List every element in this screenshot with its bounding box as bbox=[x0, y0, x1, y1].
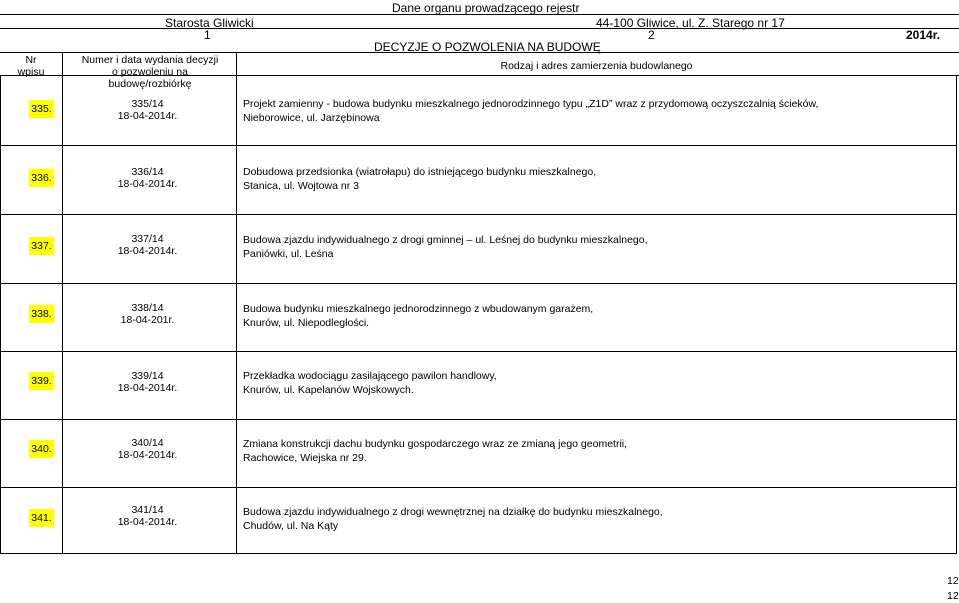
decision-date: 18-04-2014r. bbox=[117, 449, 178, 461]
project-type: Budowa budynku mieszkalnego jednorodzinnego z wbudowanym garażem, bbox=[243, 303, 594, 315]
decision-date: 18-04-2014r. bbox=[117, 382, 178, 394]
project-address: Nieborowice, ul. Jarzębinowa bbox=[243, 112, 380, 124]
decision-number: 336/14 bbox=[131, 166, 164, 178]
decision-date: 18-04-2014r. bbox=[117, 245, 178, 257]
page-number-mid: 12 bbox=[947, 575, 959, 587]
entry-number: 335. bbox=[29, 100, 54, 118]
project-type: Przekładka wodociągu zasilającego pawilon handlowy, bbox=[243, 370, 497, 382]
entry-number: 336. bbox=[29, 169, 54, 187]
entry-number: 341. bbox=[29, 509, 54, 527]
project-address: Chudów, ul. Na Kąty bbox=[243, 520, 339, 532]
col-divider-2 bbox=[236, 52, 237, 75]
register-title: DECYZJE O POZWOLENIA NA BUDOWĘ bbox=[374, 40, 601, 54]
project-type: Projekt zamienny - budowa budynku mieszkalnego jednorodzinnego typu „Z1D” wraz z przydomową oczyszczalnią ścieków, bbox=[243, 98, 819, 110]
decision-number: 335/14 bbox=[131, 98, 164, 110]
decision-number: 339/14 bbox=[131, 370, 164, 382]
entry-number: 339. bbox=[29, 372, 54, 390]
col-header-decision-line1: Numer i data wydania decyzji bbox=[81, 54, 219, 66]
project-type: Zmiana konstrukcji dachu budynku gospodarczego wraz ze zmianą jego geometrii, bbox=[243, 438, 628, 450]
col-header-decision-line2: o pozwoleniu na budowę/rozbiórkę bbox=[108, 66, 192, 90]
project-type: Budowa zjazdu indywidualnego z drogi wewnętrznej na działkę do budynku mieszkalnego, bbox=[243, 506, 663, 518]
decision-date: 18-04-201r. bbox=[120, 314, 175, 326]
entry-number: 338. bbox=[29, 305, 54, 323]
col-header-description: Rodzaj i adres zamierzenia budowlanego bbox=[500, 60, 693, 72]
table-row bbox=[0, 146, 959, 215]
project-address: Paniówki, ul. Leśna bbox=[243, 248, 334, 260]
header-rule-mid bbox=[0, 28, 959, 29]
col-header-nr-line2: wpisu bbox=[17, 66, 45, 78]
project-address: Stanica, ul. Wojtowa nr 3 bbox=[243, 180, 359, 192]
table-row bbox=[0, 488, 959, 557]
col-header-nr-line1: Nr bbox=[25, 54, 37, 66]
register-owner-heading: Dane organu prowadzącego rejestr bbox=[392, 1, 580, 15]
decision-number-date bbox=[90, 98, 205, 122]
decision-number-date bbox=[90, 233, 205, 257]
page-number-bottom: 12 bbox=[947, 590, 959, 602]
table-row bbox=[0, 284, 959, 353]
decision-number-date bbox=[90, 302, 205, 326]
table-row bbox=[0, 420, 959, 489]
decision-number-date bbox=[90, 504, 205, 528]
entry-number: 337. bbox=[29, 237, 54, 255]
project-description bbox=[243, 505, 943, 533]
project-address: Knurów, ul. Niepodległości. bbox=[243, 317, 370, 329]
authority-name: Starosta Gliwicki bbox=[165, 16, 254, 30]
decision-number: 337/14 bbox=[131, 233, 164, 245]
project-description bbox=[243, 165, 943, 193]
table-row bbox=[0, 352, 959, 421]
project-address: Knurów, ul. Kapelanów Wojskowych. bbox=[243, 384, 414, 396]
decision-date: 18-04-2014r. bbox=[117, 516, 178, 528]
decision-number-date bbox=[90, 437, 205, 461]
decision-number: 340/14 bbox=[131, 437, 164, 449]
decision-number: 341/14 bbox=[131, 504, 164, 516]
authority-address: 44-100 Gliwice, ul. Z. Starego nr 17 bbox=[596, 16, 785, 30]
project-description bbox=[243, 369, 943, 397]
project-description bbox=[243, 437, 943, 465]
header-year: 2014r. bbox=[906, 28, 941, 42]
col-header-nr bbox=[0, 54, 62, 78]
header-num-2: 2 bbox=[648, 28, 655, 42]
project-address: Rachowice, Wiejska nr 29. bbox=[243, 452, 367, 464]
project-description bbox=[243, 302, 943, 330]
table-row bbox=[0, 77, 959, 146]
project-description bbox=[243, 233, 943, 261]
header-rule-cols bbox=[0, 52, 959, 53]
decision-number-date bbox=[90, 370, 205, 394]
header-rule-top bbox=[0, 14, 959, 15]
decision-number: 338/14 bbox=[131, 302, 164, 314]
table-row bbox=[0, 215, 959, 284]
decision-number-date bbox=[90, 166, 205, 190]
project-description bbox=[243, 97, 943, 125]
project-type: Dobudowa przedsionka (wiatrołapu) do istniejącego budynku mieszkalnego, bbox=[243, 166, 597, 178]
project-type: Budowa zjazdu indywidualnego z drogi gminnej – ul. Leśnej do budynku mieszkalnego, bbox=[243, 234, 648, 246]
header-num-1: 1 bbox=[204, 28, 211, 42]
decision-date: 18-04-2014r. bbox=[117, 110, 178, 122]
col-divider-1 bbox=[62, 52, 63, 75]
entry-number: 340. bbox=[29, 440, 54, 458]
decision-date: 18-04-2014r. bbox=[117, 178, 178, 190]
